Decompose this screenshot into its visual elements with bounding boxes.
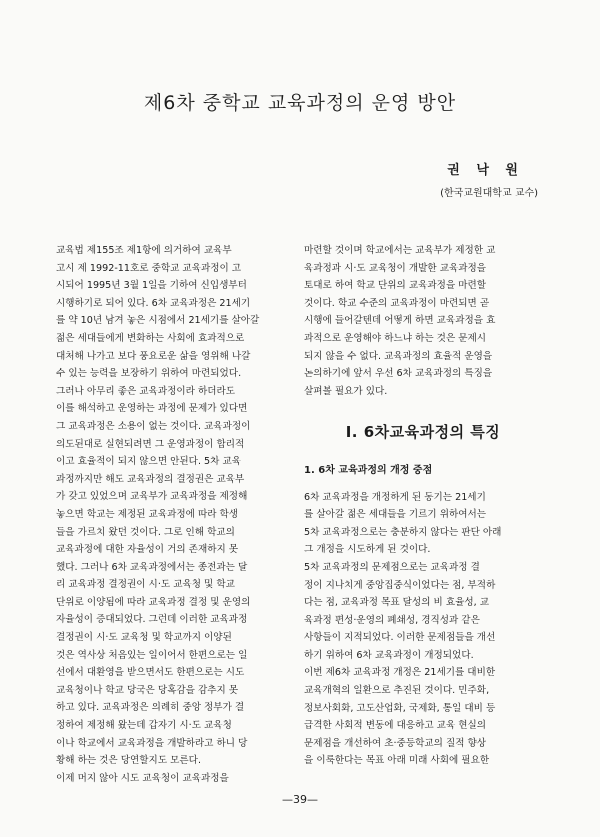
text-line: 교육과정에 대한 자율성이 거의 존재하지 못 — [56, 544, 239, 556]
text-line: 가 갖고 있었으며 교육부가 교육과정을 제정해 — [56, 491, 248, 503]
text-line: 시행하기로 되어 있다. 6차 교육과정은 21세기 — [56, 297, 251, 309]
left-column-text — [56, 242, 294, 787]
right-column-intro-text — [304, 242, 542, 400]
text-line: 그 교육과정은 소용이 없는 것이다. 교육과정이 — [56, 420, 251, 432]
subsection-heading: 1. 6차 교육과정의 개정 중점 — [304, 464, 433, 476]
text-line: 시행에 들어갈텐데 어떻게 하면 교육과정을 효 — [304, 315, 496, 327]
text-line: 교육개혁의 일환으로 추진된 것이다. 민주화, — [304, 685, 490, 697]
section-heading: Ⅰ. 6차교육과정의 특징 — [345, 423, 501, 442]
right-column — [304, 242, 542, 770]
text-line: 들을 가르치 왔던 것이다. 그로 인해 학교의 — [56, 526, 235, 538]
text-line: 이제 머지 않아 시도 교육청이 교육과정을 — [56, 772, 229, 784]
text-line: 이번 제6차 교육과정 개정은 21세기를 대비한 — [304, 667, 496, 679]
text-line: 교육청이나 학교 당국은 당혹감을 감추지 못 — [56, 684, 239, 696]
text-line: 리 교육과정 결정권이 시·도 교육청 및 학교 — [56, 579, 235, 591]
text-line: 정보사회화, 고도산업화, 국제화, 통일 대비 등 — [304, 702, 496, 714]
text-line: 토대로 하여 학교 단위의 교육과정을 마련할 — [304, 280, 487, 292]
right-column-body-text — [304, 489, 542, 771]
text-line: 을 이룩한다는 목표 아래 미래 사회에 필요한 — [304, 755, 490, 767]
text-line: 놓으면 학교는 제정된 교육과정에 따라 학생 — [56, 508, 239, 520]
author-block — [440, 159, 538, 199]
text-line: 의도된대로 실현되려면 그 운영과정이 합리적 — [56, 438, 245, 450]
text-line: 논의하기에 앞서 우선 6차 교육과정의 특징을 — [304, 368, 493, 380]
text-line: 결정권이 시·도 교육청 및 학교까지 이양된 — [56, 632, 232, 644]
text-line: 수 있는 능력을 보장하기 위하여 마련되었다. — [56, 368, 242, 380]
text-line: 6차 교육과정을 개정하게 된 동기는 21세기 — [304, 491, 486, 503]
text-line: 그 개정을 시도하게 된 것이다. — [304, 544, 431, 556]
text-line: 문제점을 개선하여 초·중등학교의 질적 향상 — [304, 737, 487, 749]
text-line: 것이다. 학교 수준의 교육과정이 마련되면 곧 — [304, 297, 490, 309]
text-line: 마련할 것이며 학교에서는 교육부가 제정한 교 — [304, 245, 496, 256]
text-line: 5차 교육과정의 문제점으로는 교육과정 결 — [304, 561, 480, 573]
text-line: 급격한 사회적 변동에 대응하고 교육 현실의 — [304, 720, 487, 732]
text-line: 했다. 그러나 6차 교육과정에서는 종전과는 달 — [56, 561, 248, 573]
text-line: 자율성이 증대되었다. 그런데 이러한 교육과정 — [56, 614, 248, 626]
text-line: 육과정과 시·도 교육청이 개발한 교육과정을 — [304, 262, 487, 274]
text-line: 이를 해석하고 운영하는 과정에 문제가 있다면 — [56, 403, 248, 415]
text-line: 되지 않을 수 없다. 교육과정의 효율적 운영을 — [304, 350, 493, 362]
text-line: 다는 점, 교육과정 목표 달성의 비 효율성, 교 — [304, 597, 489, 609]
text-line: 하고 있다. 교육과정은 의례히 중앙 정부가 결 — [56, 702, 245, 714]
text-line: 황해 하는 것은 당연할지도 모른다. — [56, 755, 201, 767]
text-line: 살펴볼 필요가 있다. — [304, 385, 388, 397]
left-column — [56, 242, 294, 787]
text-line: 것은 역사상 처음있는 일이어서 한편으로는 일 — [56, 649, 248, 661]
text-line: 정이 지나치게 중앙집중식이었다는 점, 부적하 — [304, 579, 496, 591]
text-line: 를 살아갈 젊은 세대들을 기르기 위하여서는 — [304, 509, 487, 521]
author-name: 권 낙 원 — [447, 163, 524, 178]
text-line: 과적으로 운영해야 하느냐 하는 것은 문제시 — [304, 332, 487, 344]
text-line: 를 약 10년 남겨 놓은 시점에서 21세기를 살아갈 — [56, 315, 260, 327]
author-affiliation: (한국교원대학교 교수) — [440, 188, 538, 199]
text-line: 교육법 제155조 제1항에 의거하여 교육부 — [56, 245, 232, 256]
text-line: 고시 제 1992-11호로 중학교 교육과정이 고 — [56, 262, 242, 274]
text-line: 사항들이 지적되었다. 이러한 문제점들을 개선 — [304, 632, 496, 644]
text-line: 이고 효율적이 되지 않으면 안된다. 5차 교육 — [56, 456, 241, 468]
text-line: 젊은 세대들에게 변화하는 사회에 효과적으로 — [56, 332, 245, 344]
text-line: 5차 교육과정으로는 충분하지 않다는 판단 아래 — [304, 526, 502, 538]
page-number: —39— — [282, 793, 318, 806]
text-line: 선에서 대환영을 받으면서도 한편으로는 시도 — [56, 667, 245, 679]
text-line: 하기 위하여 6차 교육과정이 개정되었다. — [304, 649, 474, 661]
text-line: 단위로 이양됨에 따라 교육과정 결정 및 운영의 — [56, 596, 251, 608]
text-line: 과정까지만 해도 교육과정의 결정권은 교육부 — [56, 473, 245, 485]
text-line: 대처해 나가고 보다 풍요로운 삶을 영위해 나갈 — [56, 350, 251, 362]
text-line: 정하여 제정해 왔는데 갑자기 시·도 교육청 — [56, 720, 232, 732]
document-title: 제6차 중학교 교육과정의 운영 방안 — [143, 92, 457, 114]
text-line: 육과정 편성·운영의 폐쇄성, 경직성과 같은 — [304, 614, 480, 626]
text-line: 이나 학교에서 교육과정을 개발하라고 하니 당 — [56, 737, 248, 749]
text-line: 시되어 1995년 3월 1일을 기하여 신입생부터 — [56, 280, 247, 292]
text-line: 그러나 아무리 좋은 교육과정이라 하더라도 — [56, 385, 236, 397]
